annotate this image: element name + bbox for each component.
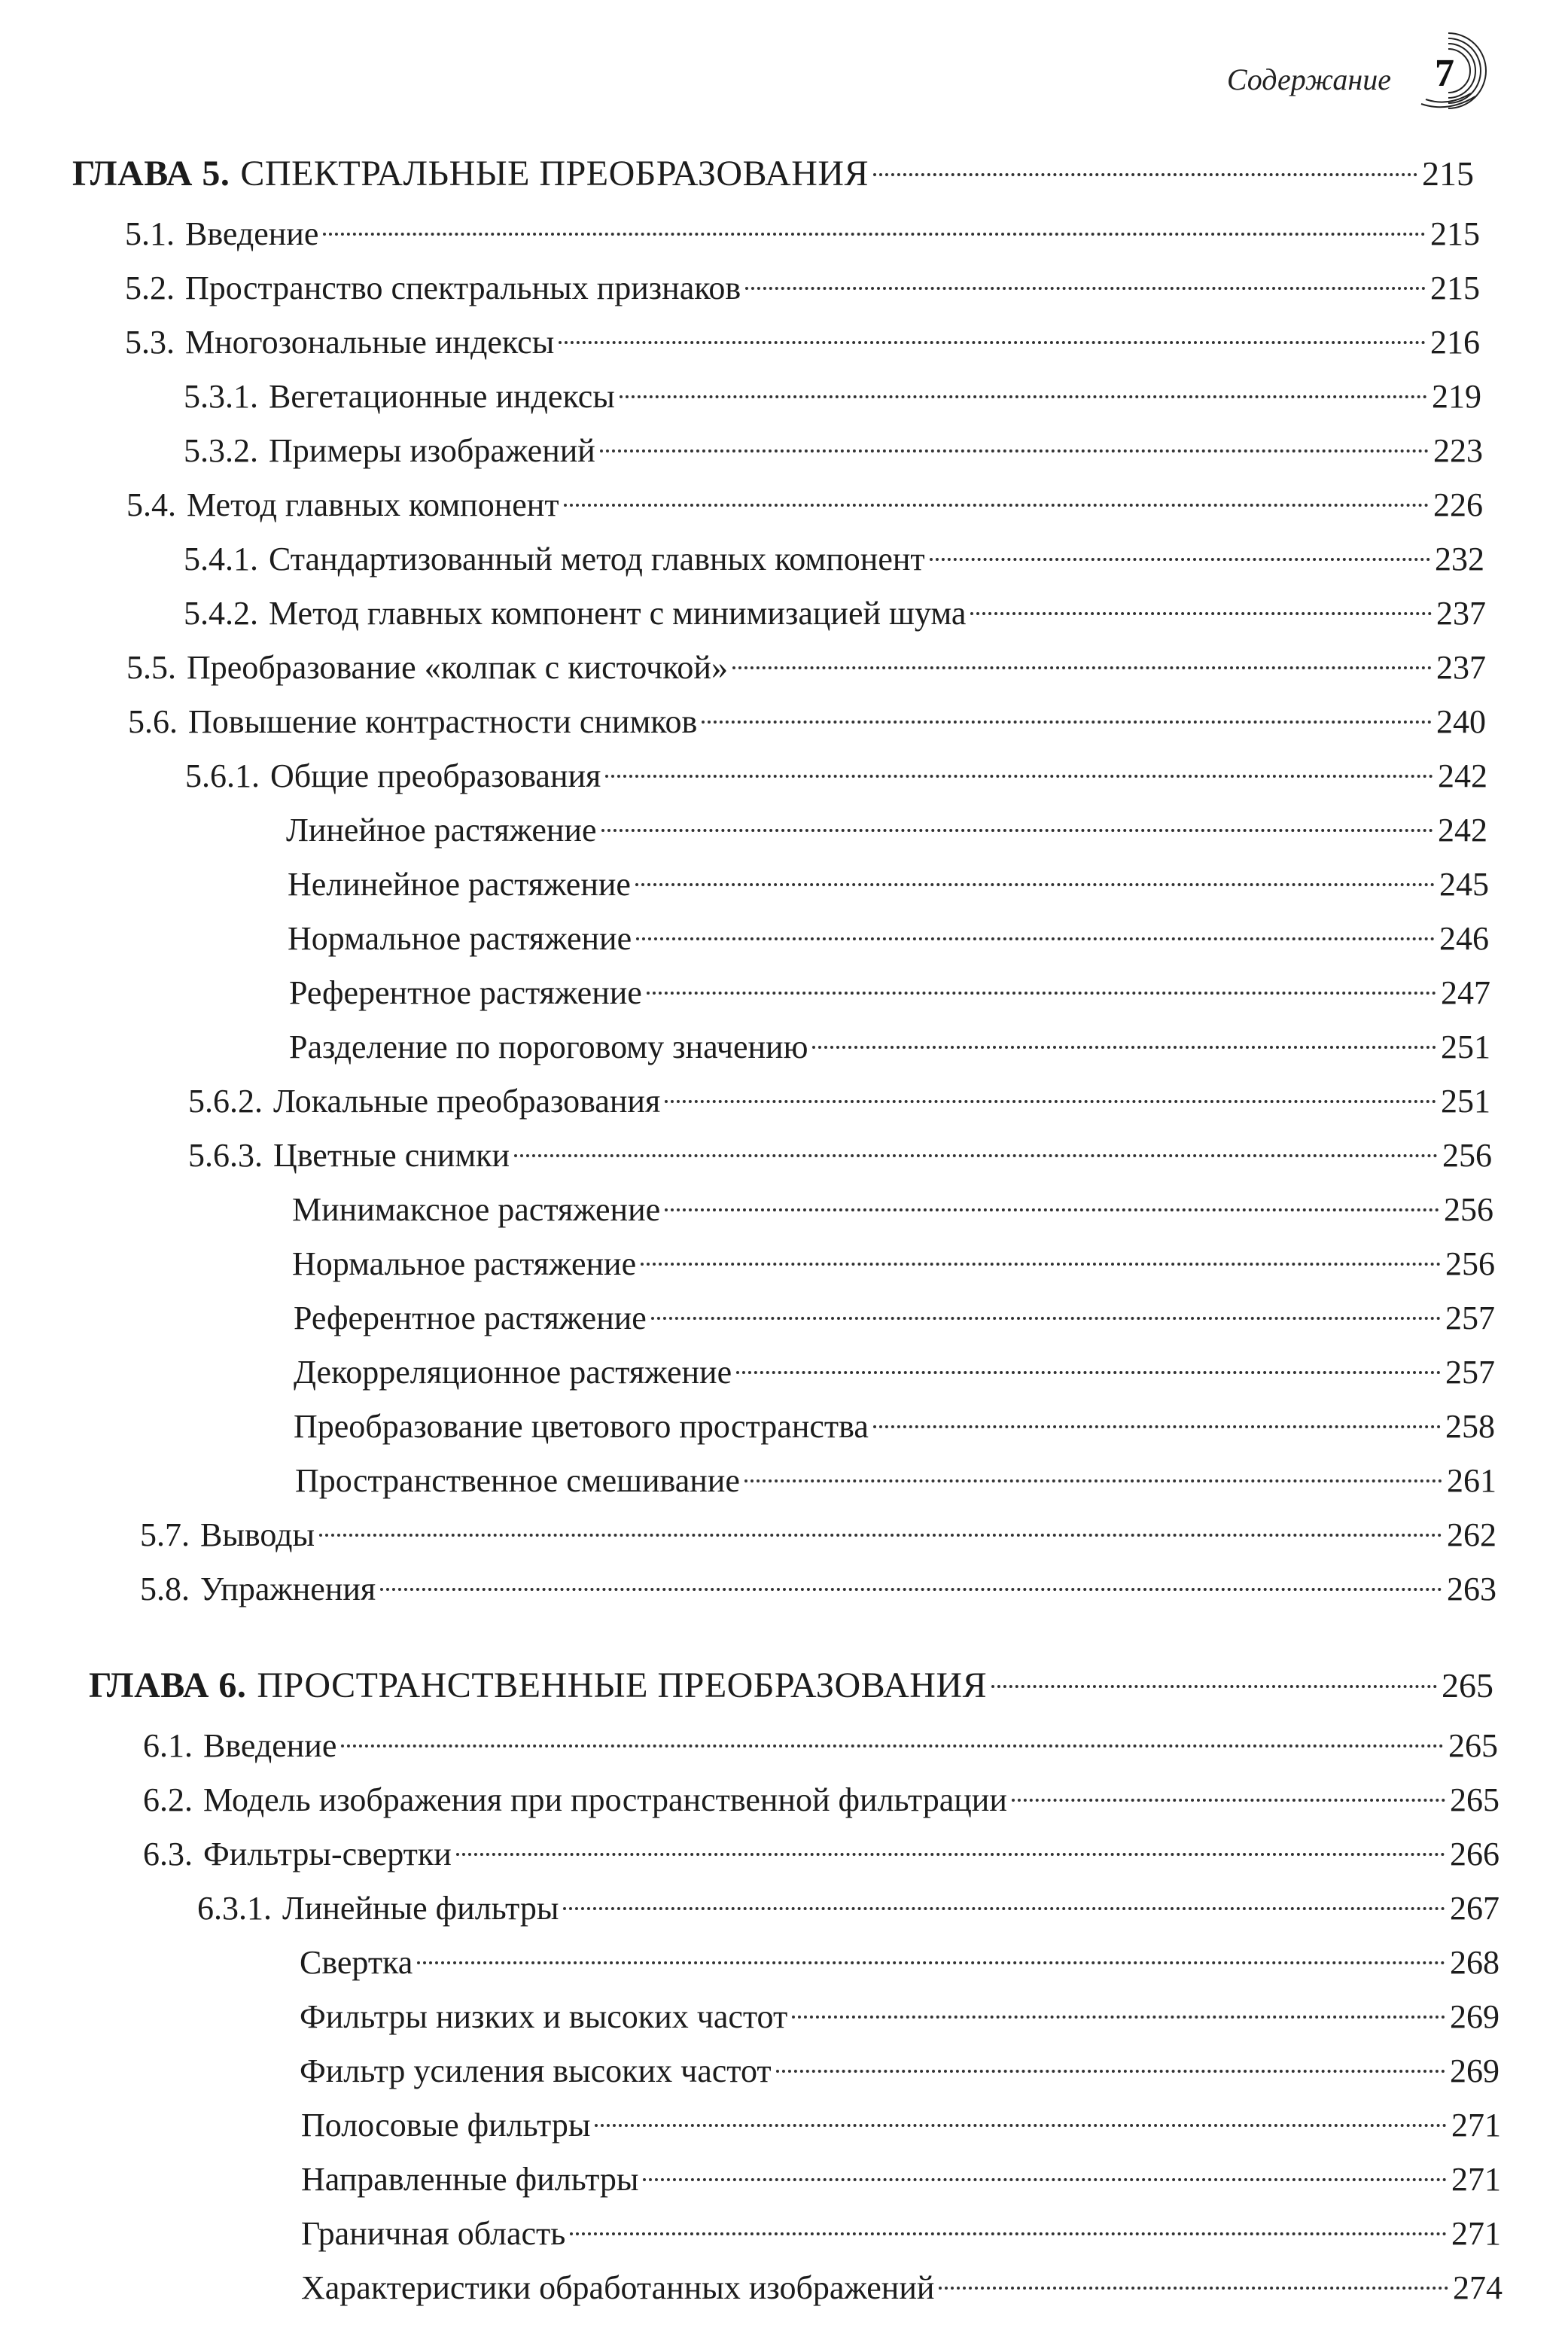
dot-leader	[636, 937, 1435, 940]
section-title: Метод главных компонент	[187, 486, 559, 523]
dot-leader	[970, 612, 1432, 615]
section-title: Нормальное растяжение	[292, 1245, 637, 1282]
dot-leader	[665, 1208, 1439, 1211]
toc-entry	[301, 2208, 1501, 2260]
dot-leader	[812, 1046, 1436, 1049]
page-ref: 265	[1450, 1781, 1499, 1818]
dot-leader	[939, 2287, 1448, 2290]
section-number: 5.2.	[125, 270, 175, 306]
dot-leader	[665, 1100, 1436, 1103]
toc-entry	[289, 1021, 1490, 1074]
section-number: 5.3.2.	[184, 432, 258, 469]
chapter-5-heading	[72, 148, 1474, 200]
toc-entry	[125, 316, 1480, 369]
dot-leader	[563, 1907, 1445, 1910]
page-ref: 271	[1451, 2107, 1501, 2144]
page-ref: 237	[1436, 595, 1486, 632]
dot-leader	[635, 883, 1435, 886]
toc-entry	[184, 533, 1484, 586]
section-title: Преобразование «колпак с кисточкой»	[187, 649, 728, 686]
section-number: 5.6.1.	[185, 757, 260, 794]
toc-entry	[292, 1184, 1493, 1236]
toc-entry	[294, 1292, 1495, 1345]
page-ref: 271	[1451, 2215, 1501, 2252]
page-ref: 226	[1433, 486, 1483, 523]
dot-leader	[380, 1588, 1442, 1591]
section-number: 5.7.	[140, 1516, 190, 1553]
dot-leader	[605, 775, 1433, 778]
section-number: 5.1.	[125, 215, 175, 252]
toc-entry	[126, 641, 1486, 694]
section-title: Линейное растяжение	[286, 812, 597, 849]
dot-leader	[564, 504, 1429, 507]
toc-entry	[185, 750, 1487, 803]
section-title: Модель изображения при пространственной фильтрации	[203, 1781, 1007, 1818]
toc-entry	[300, 2045, 1499, 2098]
section-title: Полосовые фильтры	[301, 2107, 591, 2144]
section-number: 6.3.	[143, 1836, 193, 1872]
page-ref: 256	[1445, 1245, 1495, 1282]
section-title: Характеристики обработанных изображений	[301, 2269, 935, 2306]
section-number: 5.4.2.	[184, 595, 258, 632]
toc-entry	[188, 1075, 1490, 1128]
section-title: Выводы	[200, 1516, 315, 1553]
section-number: 6.2.	[143, 1781, 193, 1818]
toc-entry	[184, 370, 1481, 423]
page-ref: 223	[1433, 432, 1483, 469]
section-title: Преобразование цветового пространства	[294, 1408, 869, 1445]
dot-leader	[319, 1534, 1442, 1537]
dot-leader	[341, 1744, 1444, 1747]
section-number: 5.4.	[126, 486, 176, 523]
toc-entry	[286, 804, 1487, 857]
toc-entry	[301, 2262, 1503, 2314]
page-ref: 240	[1436, 703, 1486, 740]
dot-leader	[417, 1961, 1445, 1964]
section-number: 5.6.2.	[188, 1083, 263, 1120]
page-ref: 232	[1435, 541, 1484, 577]
page-ref: 257	[1445, 1300, 1495, 1336]
dot-leader	[595, 2124, 1447, 2127]
chapter-label: ГЛАВА 5.	[72, 154, 230, 193]
page-ref: 219	[1432, 378, 1481, 415]
section-title: Фильтры низких и высоких частот	[300, 1998, 788, 2035]
page-ref: 246	[1439, 920, 1489, 957]
section-title: Упражнения	[200, 1571, 376, 1607]
page-ref: 263	[1447, 1571, 1496, 1607]
section-title: Граничная область	[301, 2215, 566, 2252]
section-title: Многозональные индексы	[185, 324, 555, 361]
section-number: 5.8.	[140, 1571, 190, 1607]
toc-entry	[294, 1400, 1495, 1453]
section-number: 5.6.3.	[188, 1137, 263, 1174]
toc-entry	[126, 479, 1483, 532]
toc-entry	[184, 425, 1483, 477]
chapter-title: ПРОСТРАНСТВЕННЫЕ ПРЕОБРАЗОВАНИЯ	[257, 1665, 988, 1705]
toc-entry	[292, 1238, 1495, 1290]
dot-leader	[620, 395, 1427, 398]
toc-entry	[125, 208, 1480, 261]
toc-entry	[300, 1936, 1499, 1989]
page-ref: 245	[1439, 866, 1489, 903]
page-ref: 265	[1448, 1727, 1498, 1764]
page-ref: 216	[1430, 324, 1480, 361]
section-number: 5.3.1.	[184, 378, 258, 415]
page-ref: 257	[1445, 1354, 1495, 1391]
toc-entry	[197, 1882, 1499, 1935]
dot-leader	[601, 829, 1433, 832]
page-ref: 274	[1453, 2269, 1503, 2306]
dot-leader	[570, 2232, 1447, 2235]
page-ref: 266	[1450, 1836, 1499, 1872]
section-title: Линейные фильтры	[282, 1890, 559, 1927]
page-ref: 256	[1444, 1191, 1493, 1228]
section-title: Свертка	[300, 1944, 413, 1981]
section-title: Референтное растяжение	[289, 974, 642, 1011]
toc-entry	[288, 858, 1489, 911]
page-ref: 215	[1422, 154, 1474, 193]
dot-leader	[647, 992, 1436, 995]
section-title: Метод главных компонент с минимизацией шума	[269, 595, 967, 632]
page-ref: 247	[1441, 974, 1490, 1011]
dot-leader	[600, 449, 1429, 452]
dot-leader	[873, 1425, 1441, 1428]
dot-leader	[323, 233, 1426, 236]
section-title: Нелинейное растяжение	[288, 866, 631, 903]
page-ref: 215	[1430, 270, 1480, 306]
toc-entry	[140, 1509, 1496, 1562]
running-header-title: Содержание	[1226, 62, 1391, 96]
toc-entry	[184, 587, 1486, 640]
page-ref: 268	[1450, 1944, 1499, 1981]
toc-entry	[301, 2153, 1501, 2206]
page-ref: 267	[1450, 1890, 1499, 1927]
page-ref: 261	[1447, 1462, 1496, 1499]
section-title: Минимаксное растяжение	[292, 1191, 661, 1228]
dot-leader	[736, 1371, 1441, 1374]
section-title: Повышение контрастности снимков	[188, 703, 698, 740]
dot-leader	[643, 2178, 1447, 2181]
section-title: Направленные фильтры	[301, 2161, 639, 2198]
dot-leader	[930, 558, 1430, 561]
page-ref: 242	[1438, 812, 1487, 849]
dot-leader	[514, 1154, 1438, 1157]
section-title: Цветные снимки	[273, 1137, 510, 1174]
dot-leader	[732, 666, 1432, 669]
toc-entry	[143, 1720, 1498, 1772]
page-ref: 256	[1442, 1137, 1492, 1174]
section-title: Пространство спектральных признаков	[185, 270, 741, 306]
toc-entry	[143, 1774, 1499, 1827]
chapter-title: СПЕКТРАЛЬНЫЕ ПРЕОБРАЗОВАНИЯ	[240, 154, 869, 193]
toc-entry	[125, 262, 1480, 315]
dot-leader	[991, 1685, 1437, 1688]
page-ref: 215	[1430, 215, 1480, 252]
section-title: Примеры изображений	[269, 432, 595, 469]
section-title: Стандартизованный метод главных компонент	[269, 541, 925, 577]
section-number: 5.4.1.	[184, 541, 258, 577]
page-ref: 271	[1451, 2161, 1501, 2198]
page-ref: 258	[1445, 1408, 1495, 1445]
dot-leader	[702, 721, 1432, 724]
page-number: 7	[1435, 52, 1454, 95]
dot-leader	[776, 2070, 1445, 2073]
page-ref: 251	[1441, 1028, 1490, 1065]
section-title: Декорреляционное растяжение	[294, 1354, 732, 1391]
page-ref: 269	[1450, 2052, 1499, 2089]
dot-leader	[744, 1479, 1442, 1482]
dot-leader	[559, 341, 1426, 344]
section-title: Фильтры-свертки	[203, 1836, 452, 1872]
section-number: 5.5.	[126, 649, 176, 686]
dot-leader	[745, 287, 1426, 290]
dot-leader	[792, 2016, 1445, 2019]
toc-entry	[289, 967, 1490, 1019]
toc-entry	[288, 913, 1489, 965]
section-title: Разделение по пороговому значению	[289, 1028, 808, 1065]
toc-entry	[301, 2099, 1501, 2152]
section-title: Общие преобразования	[270, 757, 601, 794]
page-ref: 237	[1436, 649, 1486, 686]
toc-entry	[140, 1563, 1496, 1616]
chapter-label: ГЛАВА 6.	[89, 1665, 247, 1705]
page-ref: 251	[1441, 1083, 1490, 1120]
toc-entry	[143, 1828, 1499, 1881]
section-title: Введение	[203, 1727, 337, 1764]
section-title: Фильтр усиления высоких частот	[300, 2052, 772, 2089]
toc-entry	[300, 1991, 1499, 2043]
section-number: 6.1.	[143, 1727, 193, 1764]
section-title: Нормальное растяжение	[288, 920, 632, 957]
toc-entry	[128, 696, 1486, 748]
dot-leader	[873, 173, 1417, 176]
dot-leader	[651, 1317, 1441, 1320]
section-title: Введение	[185, 215, 319, 252]
toc-entry	[295, 1455, 1496, 1507]
section-number: 5.3.	[125, 324, 175, 361]
section-title: Локальные преобразования	[273, 1083, 661, 1120]
toc-entry	[294, 1346, 1495, 1399]
page-ref: 242	[1438, 757, 1487, 794]
toc-entry	[188, 1129, 1492, 1182]
chapter-6-heading	[89, 1659, 1493, 1712]
dot-leader	[641, 1263, 1441, 1266]
page-ref: 269	[1450, 1998, 1499, 2035]
section-title: Вегетационные индексы	[269, 378, 615, 415]
section-title: Референтное растяжение	[294, 1300, 647, 1336]
page-ref: 262	[1447, 1516, 1496, 1553]
dot-leader	[456, 1853, 1445, 1856]
page-ref: 265	[1442, 1666, 1493, 1705]
dot-leader	[1012, 1799, 1445, 1802]
section-title: Пространственное смешивание	[295, 1462, 740, 1499]
section-number: 6.3.1.	[197, 1890, 272, 1927]
section-number: 5.6.	[128, 703, 178, 740]
